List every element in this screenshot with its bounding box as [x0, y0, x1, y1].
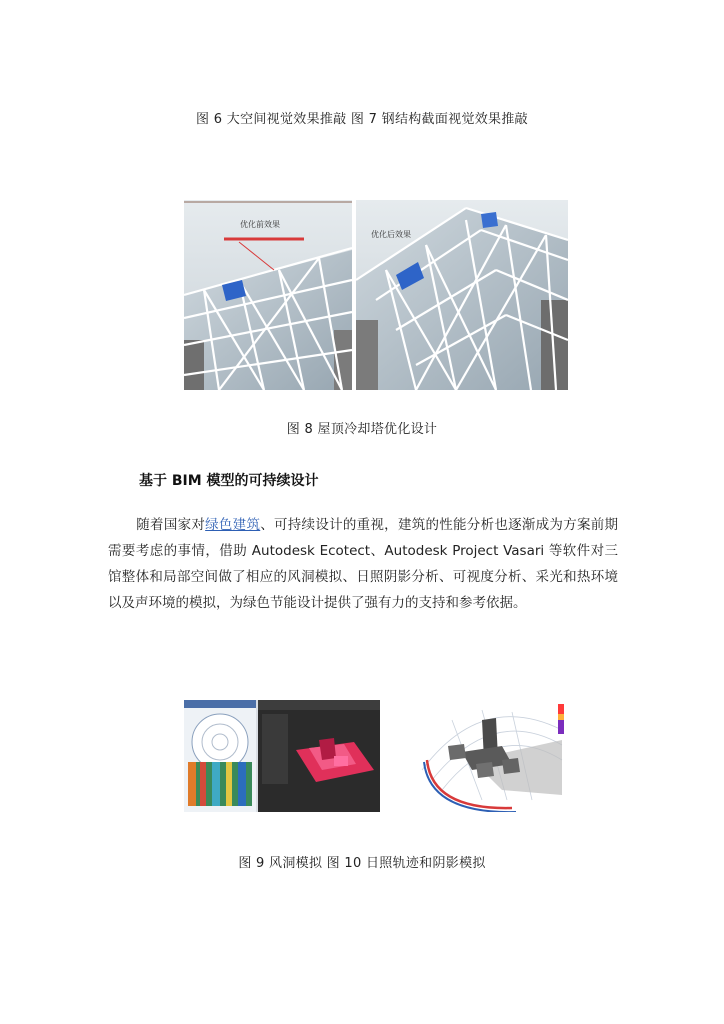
section-heading: 基于 BIM 模型的可持续设计 — [139, 473, 319, 489]
sun-path-svg — [412, 700, 570, 812]
body-paragraph — [108, 512, 618, 616]
green-building-link[interactable]: 绿色建筑 — [205, 517, 261, 533]
figure-9-image — [184, 700, 380, 812]
paragraph-rest: 、可持续设计的重视，建筑的性能分析也逐渐成为方案前期需要考虑的事情，借助 Autodesk Ecotect、Autodesk Project Vasari 等软件对三馆整体和局部空间做了相应的风洞模拟、日照阴影分析、可视度分析、采光和热环境以及声环境的模拟，为绿色节能设计提供了强有力的支持和参考依据。 — [108, 517, 619, 611]
caption-fig6-7: 图 6 大空间视觉效果推敲 图 7 钢结构截面视觉效果推敲 — [196, 112, 528, 127]
figure-8-image — [184, 200, 568, 390]
roof-render-svg — [184, 200, 568, 390]
caption-fig8: 图 8 屋顶冷却塔优化设计 — [286, 422, 438, 437]
paragraph-lead: 随着国家对 — [136, 517, 206, 533]
render-before — [184, 200, 352, 390]
wind-tunnel-svg — [184, 700, 380, 812]
figure-10-image — [412, 700, 570, 812]
label-before: 优化前效果 — [240, 220, 280, 229]
render-after — [356, 200, 568, 390]
caption-fig9-10: 图 9 风洞模拟 图 10 日照轨迹和阴影模拟 — [238, 856, 486, 871]
label-after: 优化后效果 — [371, 230, 411, 239]
